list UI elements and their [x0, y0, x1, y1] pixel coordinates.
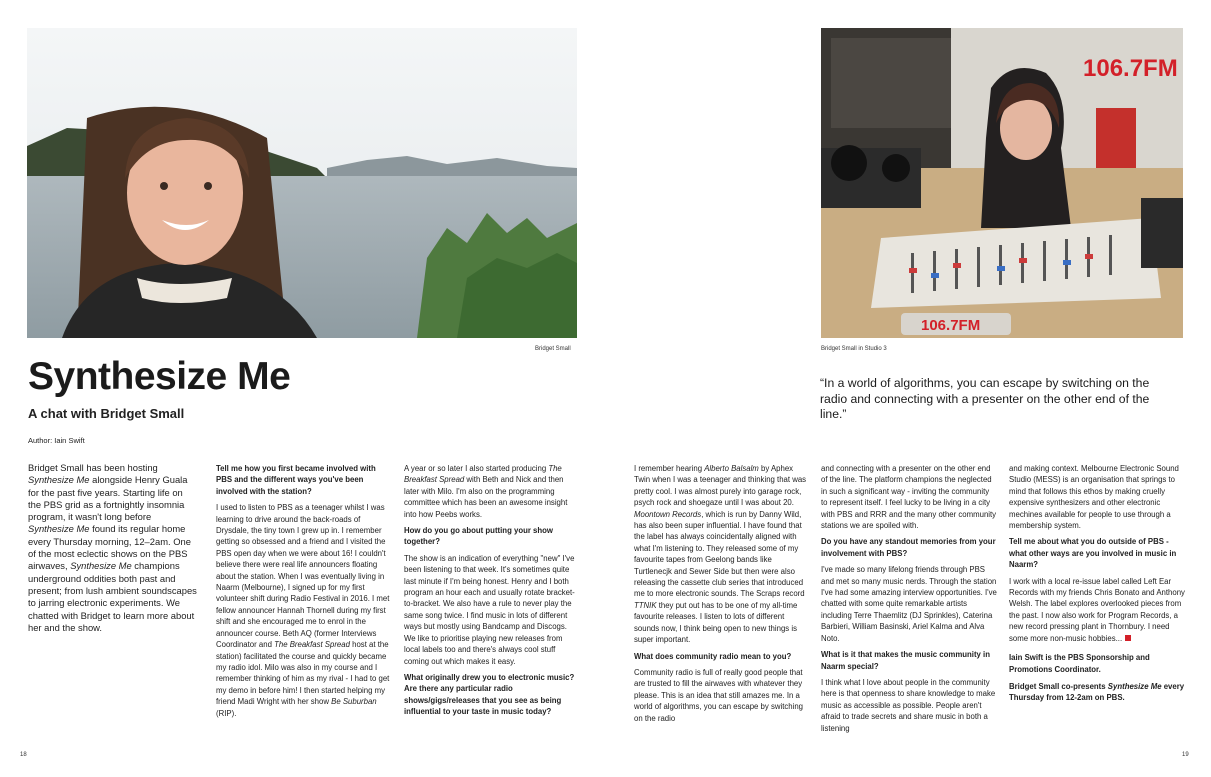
interview-question: What does community radio mean to you?	[634, 651, 792, 661]
studio-photo	[821, 28, 1183, 338]
end-of-article-mark	[1125, 635, 1131, 641]
interview-answer: I used to listen to PBS as a teenager whilst I was learning to drive around the back-roads of Drysdale, the tiny town I grew up in. I remember getting so obsessed and a friend and I visited the PBS open day when we were about 16! I couldn't believe there were real life announcers floating about the station. When I was eventually living in Naarm (Melbourne), I signed up for my first volunteer shift during Radio Festival in 2016. I met fellow announcer Hannah Thornell during my first shift and she encouraged me to enrol in the announcer course. Beth AQ (former Interviews Coordinator and The Breakfast Spread host at the station) facilitated the course and quickly became my radio idol. Milo was also in my course and I remember thinking of him as my rival - I had to get my demo in before him! I then started helping my friend Madi Wright with her show Be Suburban (RIP).	[216, 503, 390, 718]
photo-caption: Bridget Small in Studio 3	[821, 346, 887, 352]
interview-question: Do you have any standout memories from your involvement with PBS?	[821, 537, 996, 558]
column-2	[216, 463, 391, 724]
presenter-bio: Bridget Small co-presents Synthesize Me every Thursday from 12-2am on PBS.	[1009, 681, 1185, 703]
interview-question: How do you go about putting your show together?	[404, 526, 553, 547]
intro-paragraph: Bridget Small has been hosting Synthesize Me alongside Henry Guala for the past five years. Starting life on the PBS grid as a fortnightly insomnia program, it wasn't long before Synthesize Me found its regular home every Thursday morning, 12–2am. One of the most eclectic shows on the PBS airwaves, Synthesize Me champions underground oddities both past and present; from lush ambient soundscapes to jarring electronic experiments. We chatted with Bridget to learn more about her and the show.	[28, 462, 197, 633]
interview-question: Tell me about what you do outside of PBS - what other ways are you involved in music in Naarm?	[1009, 537, 1177, 570]
author-line: Author: Iain Swift	[28, 436, 85, 445]
right-page	[606, 0, 1211, 777]
page-number: 18	[20, 752, 27, 758]
photo-caption: Bridget Small	[535, 346, 571, 352]
interview-question: What originally drew you to electronic music? Are there any particular radio shows/gigs/releases that you see as being influential to your taste in music today?	[404, 672, 575, 717]
interview-answer: A year or so later I also started producing The Breakfast Spread with Beth and Nick and then later with Milo. I'm also on the programming committee which has been an awesome insight into how Peebs works.	[404, 464, 568, 519]
studio-sign-top: 106.7FM	[1083, 55, 1178, 82]
page-number: 19	[1182, 752, 1189, 758]
interview-answer: The show is an indication of everything "new" I've been listening to that week. It's sometimes quite last minute if I'm being honest. Henry and I both program an hour each and usually rotate bracket-to-bracket. We also have a rule to never play the same song twice. I find music in lots of different ways but mostly using Bandcamp and Discogs. We like to prioritise playing new releases from local labels too and there's always cool stuff coming out which makes it easy.	[404, 553, 575, 666]
interview-answer: Community radio is full of really good people that are trusted to fill the airwaves with whatever they please. This is an idea that still amazes me. In a world of algorithms, you can escape by switching on the radio	[634, 667, 804, 723]
bridget-portrait-photo	[27, 28, 577, 338]
studio-image	[821, 28, 1183, 338]
interview-question: Tell me how you first became involved with PBS and the different ways you've been involved with the station?	[216, 464, 376, 496]
column-1	[634, 463, 809, 729]
article-title: Synthesize Me	[28, 355, 291, 398]
studio-sign-bottom: 106.7FM	[921, 317, 981, 334]
interview-answer: I think what I love about people in the community here is that openness to share knowledge to make music as accessible as possible. People aren't afraid to trade secrets and share music in both a listening	[821, 677, 996, 733]
contributor-bios	[1009, 652, 1185, 704]
interview-answer: and making context. Melbourne Electronic Sound Studio (MESS) is an organisation that springs to mind that follows this ethos by making cruelly expensive synthesizers and other electronic mechines available for people to use through a membership system.	[1009, 464, 1179, 531]
interview-answer: I work with a local re-issue label called Left Ear Records with my friends Chris Bonato and Anthony Welsh. The label explores overlooked pieces from the past. I now also work for Program Records, a new record pressing plant in Thornbury. I need some more non-music hobbies...	[1009, 576, 1185, 643]
interview-question: What is it that makes the music community in Naarm special?	[821, 650, 990, 671]
lake-portrait-image	[27, 28, 577, 338]
article-subtitle: A chat with Bridget Small	[28, 406, 185, 421]
column-3	[1009, 463, 1185, 710]
column-2	[821, 463, 997, 739]
interview-answer: and connecting with a presenter on the other end of the line. The platform champions the neglected in such a significant way - inviting the community to represent itself. I feel lucky to be living in a city with PBS and RRR and the many other community stations we are spoiled with.	[821, 464, 997, 531]
interview-answer: I've made so many lifelong friends through PBS and met so many music nerds. Through the station I've had some amazing interview opportunities. I've chatted with some quite remarkable artists including Terre Thaemlitz (DJ Sprinkles), Caterina Barbieri, William Basinski, Ariel Kalma and Alva Noto.	[821, 565, 997, 643]
interview-answer: I remember hearing Alberto Balsalm by Aphex Twin when I was a teenager and thinking that was pretty cool. I was almost purely into garage rock, psych rock and shoegaze until I was about 20. Moontown Records, which is run by Danny Wild, has also been super influential. I have found that the label has always coincidentally aligned with what I'm listening to. They released some of my favourite tapes from Geelong bands like Turtlenecjk and Sewer Side but then were also releasing the cassette club series that introduced me to more electronic sounds. The Scraps record TTNIK they put out has to be one of my all-time favourite releases. I listen to lots of different sounds now, I think being open to new things is super important.	[634, 464, 807, 645]
column-3	[404, 463, 579, 723]
left-page	[0, 0, 605, 777]
pull-quote: “In a world of algorithms, you can escape by switching on the radio and connecting with a presenter on the other end of the line.”	[820, 376, 1150, 421]
author-bio: Iain Swift is the PBS Sponsorship and Promotions Coordinator.	[1009, 653, 1150, 674]
